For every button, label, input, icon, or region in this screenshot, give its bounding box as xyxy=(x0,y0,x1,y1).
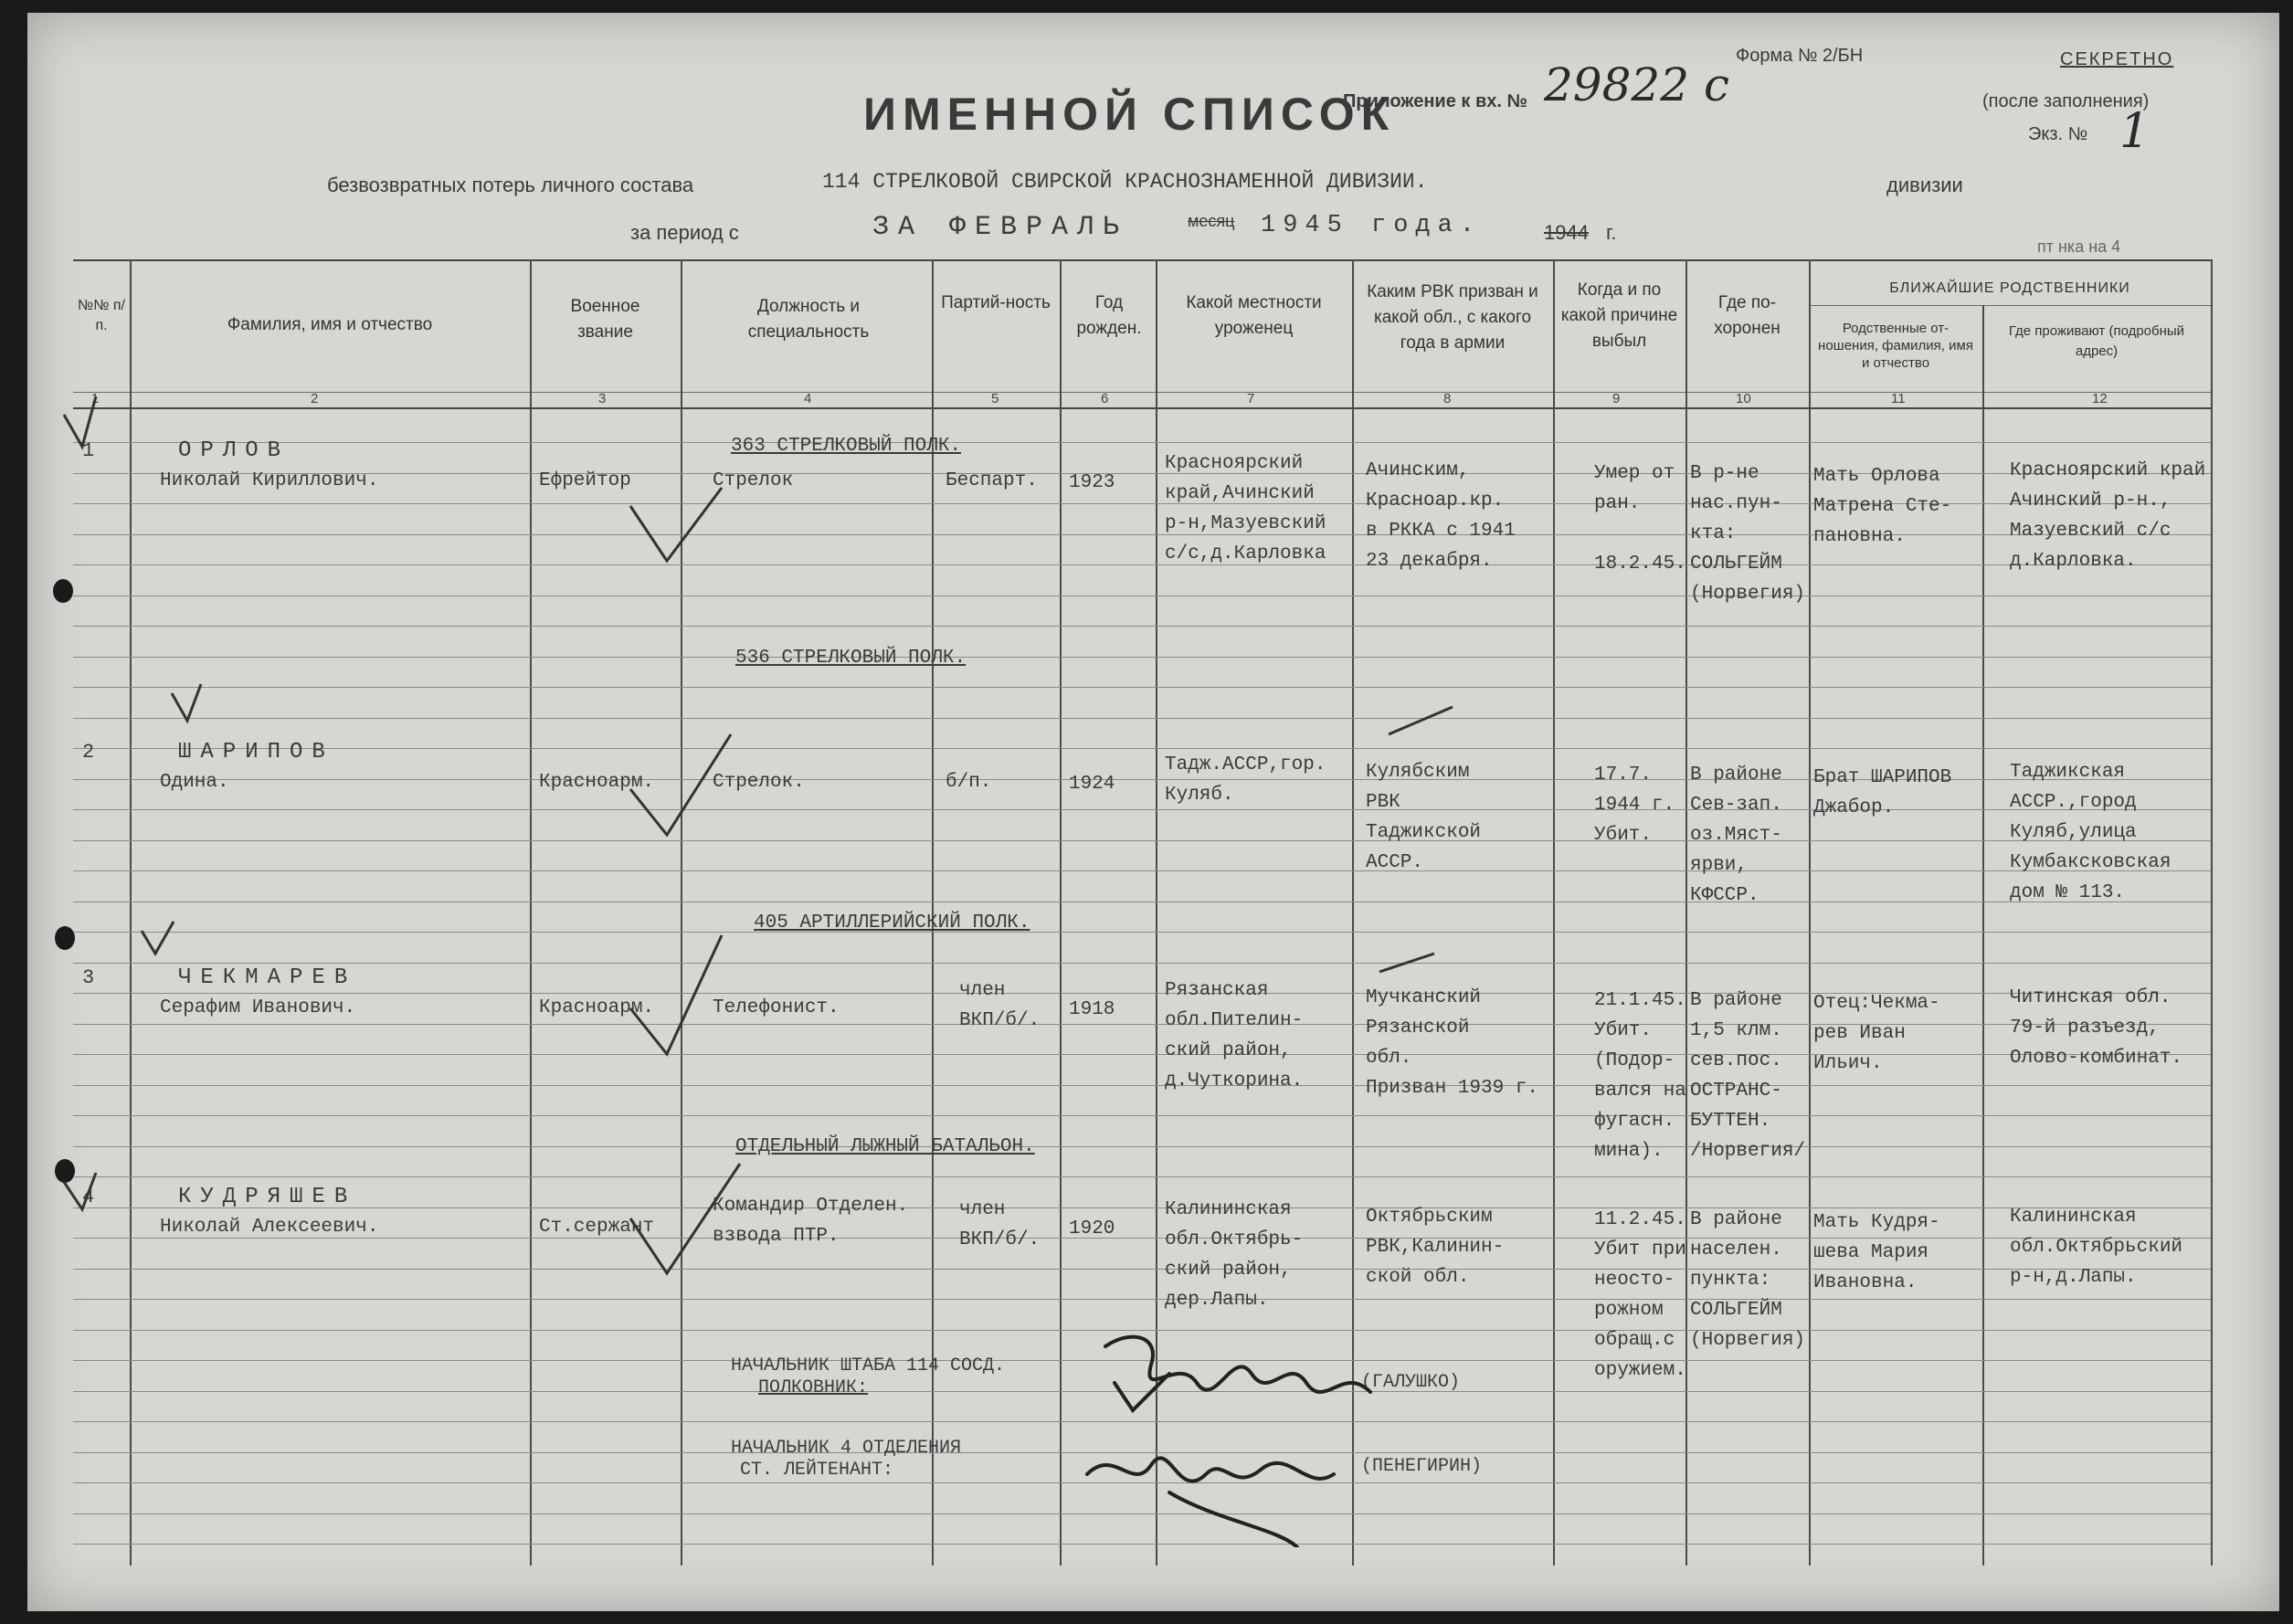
military-rank: Ефрейтор xyxy=(539,470,631,491)
position: Стрелок. xyxy=(713,772,805,793)
column-number: 6 xyxy=(1101,391,1109,406)
document-sheet xyxy=(27,13,2279,1611)
col-header-party: Партий-ность xyxy=(941,293,1051,312)
column-number: 10 xyxy=(1736,391,1751,406)
position: взвода ПТР. xyxy=(713,1226,840,1247)
burial-place: пункта: xyxy=(1690,1270,1771,1291)
burial-place: В районе xyxy=(1690,990,1782,1011)
when-left: мина). xyxy=(1594,1141,1664,1162)
rvk: РВК,Калинин- xyxy=(1366,1237,1505,1258)
rvk: Рязанской xyxy=(1366,1018,1470,1039)
origin: Рязанская xyxy=(1165,980,1269,1001)
attachment-label: Приложение к вх. № xyxy=(1343,91,1527,111)
col-header-name: Фамилия, имя и отчество xyxy=(227,315,433,334)
origin: р-н,Мазуевский xyxy=(1165,513,1326,534)
when-left: обращ.с xyxy=(1594,1330,1675,1351)
col-header-rvk: Каким РВК призван и какой обл., с какого года в армии xyxy=(1367,282,1538,353)
relative-address: д.Карловка. xyxy=(2010,551,2137,572)
position: Стрелок xyxy=(713,470,794,491)
relative-address: Таджикская xyxy=(2010,762,2126,783)
relative-address: Ачинский р-н., xyxy=(2010,490,2171,511)
col-header-address: Где проживают (подробный адрес) xyxy=(2008,323,2185,359)
unit-header: 363 СТРЕЛКОВЫЙ ПОЛК. xyxy=(731,436,962,457)
relative: Ильич. xyxy=(1813,1053,1883,1074)
origin: ский район, xyxy=(1165,1260,1292,1281)
burial-place: населен. xyxy=(1690,1239,1782,1260)
position: Командир Отделен. xyxy=(713,1196,909,1217)
military-rank: Ст.сержант xyxy=(539,1217,655,1238)
party: Беспарт. xyxy=(946,470,1038,491)
rvk: РВК xyxy=(1366,792,1400,813)
column-number: 9 xyxy=(1612,391,1621,406)
origin: Красноярский xyxy=(1165,453,1304,474)
origin: ский район, xyxy=(1165,1040,1292,1061)
dept-title-line1: НАЧАЛЬНИК 4 ОТДЕЛЕНИЯ xyxy=(731,1438,962,1459)
relative: Мать Орлова xyxy=(1813,466,1940,487)
rvk: обл. xyxy=(1366,1048,1412,1069)
surname: КУДРЯШЕВ xyxy=(178,1185,357,1209)
after-fill-note: (после заполнения) xyxy=(1982,91,2150,111)
year-suffix: г. xyxy=(1606,221,1617,244)
origin: Калининская xyxy=(1165,1199,1292,1220)
column-number: 8 xyxy=(1443,391,1452,406)
origin: д.Чуткорина. xyxy=(1165,1070,1304,1091)
given-name: Николай Кириллович. xyxy=(160,470,379,491)
given-name: Одина. xyxy=(160,772,229,793)
party: член xyxy=(959,980,1006,1001)
when-left: 17.7. xyxy=(1594,765,1653,786)
military-rank: Красноарм. xyxy=(539,997,655,1018)
col-header-buried: Где по-хоронен xyxy=(1714,293,1781,338)
surname: ЧЕКМАРЕВ xyxy=(178,965,357,990)
party: ВКП/б/. xyxy=(959,1010,1041,1031)
party: член xyxy=(959,1199,1006,1220)
rvk: ской обл. xyxy=(1366,1267,1470,1288)
relative: Отец:Чекма- xyxy=(1813,993,1940,1014)
when-left: фугасн. xyxy=(1594,1111,1675,1132)
relative: Мать Кудря- xyxy=(1813,1212,1940,1233)
document-title: ИМЕННОЙ СПИСОК xyxy=(863,89,1396,140)
losses-label: безвозвратных потерь личного состава xyxy=(327,174,694,196)
relative-address: Красноярский край xyxy=(2010,460,2206,481)
rvk: Октябрьским xyxy=(1366,1207,1493,1228)
burial-place: нас.пун- xyxy=(1690,493,1782,514)
rvk: Ачинским, xyxy=(1366,460,1470,481)
when-left: 21.1.45. xyxy=(1594,990,1686,1011)
rvk: в РККА с 1941 xyxy=(1366,521,1516,542)
column-number: 12 xyxy=(2092,391,2108,406)
burial-place: 1,5 клм. xyxy=(1690,1020,1782,1041)
when-left: оружием. xyxy=(1594,1360,1686,1381)
surname: ШАРИПОВ xyxy=(178,740,334,765)
when-left: Убит. xyxy=(1594,1020,1653,1041)
given-name: Серафим Иванович. xyxy=(160,997,356,1018)
burial-place: /Норвегия/ xyxy=(1690,1141,1806,1162)
row-number: 4 xyxy=(82,1186,95,1208)
party: б/п. xyxy=(946,772,992,793)
origin: с/с,д.Карловка xyxy=(1165,543,1326,564)
strike-year: 1944 xyxy=(1544,221,1589,244)
relative: шева Мария xyxy=(1813,1242,1929,1263)
given-name: Николай Алексеевич. xyxy=(160,1217,379,1238)
burial-place: сев.пос. xyxy=(1690,1050,1782,1071)
party: ВКП/б/. xyxy=(959,1229,1041,1250)
relative: Матрена Сте- xyxy=(1813,496,1952,517)
column-number: 7 xyxy=(1247,391,1255,406)
when-left: Убит. xyxy=(1594,825,1653,846)
rvk: Призван 1939 г. xyxy=(1366,1078,1539,1099)
column-number: 3 xyxy=(598,391,607,406)
relative-address: 79-й разъезд, xyxy=(2010,1018,2160,1039)
when-left: Убит при xyxy=(1594,1239,1686,1260)
burial-place: В районе xyxy=(1690,1209,1782,1230)
column-number: 5 xyxy=(991,391,999,406)
form-label: Форма № 2/БН xyxy=(1736,46,1864,66)
column-number: 1 xyxy=(91,391,100,406)
relative-address: АССР.,город xyxy=(2010,792,2137,813)
secret-stamp: СЕКРЕТНО xyxy=(2060,49,2174,69)
burial-place: СОЛЬГЕЙМ xyxy=(1690,554,1782,575)
column-number: 11 xyxy=(1891,391,1906,406)
birth-year: 1918 xyxy=(1069,999,1115,1020)
relative: пановна. xyxy=(1813,526,1906,547)
relative-address: Мазуевский с/с xyxy=(2010,521,2171,542)
rvk: 23 декабря. xyxy=(1366,551,1493,572)
rvk: АССР. xyxy=(1366,852,1424,873)
when-left: вался на xyxy=(1594,1081,1686,1102)
relative-address: Куляб,улица xyxy=(2010,822,2137,843)
relative: Брат ШАРИПОВ xyxy=(1813,767,1952,788)
col-header-num: №№ п/п. xyxy=(78,298,125,333)
dept-title-line2: СТ. ЛЕЙТЕНАНТ: xyxy=(740,1460,894,1481)
relatives-header: БЛИЖАЙШИЕ РОДСТВЕННИКИ xyxy=(1889,280,2130,296)
relative-address: обл.Октябрьский xyxy=(2010,1237,2183,1258)
when-left: 18.2.45. xyxy=(1594,554,1686,575)
col-header-origin: Какой местности уроженец xyxy=(1186,293,1322,338)
when-left: Умер от xyxy=(1594,463,1675,484)
burial-place: Сев-зап. xyxy=(1690,795,1782,816)
relative-address: р-н,д.Лапы. xyxy=(2010,1267,2137,1288)
chief-title-line1: НАЧАЛЬНИК ШТАБА 114 СОСД. xyxy=(731,1355,1006,1376)
origin: Тадж.АССР,гор. xyxy=(1165,754,1326,775)
copies-note: пт нка на 4 xyxy=(2037,237,2121,256)
burial-place: ОСТРАНС- xyxy=(1690,1081,1782,1102)
division-word: дивизии xyxy=(1886,174,1963,196)
when-left: рожном xyxy=(1594,1300,1664,1321)
handwritten-signatures xyxy=(1078,1310,1443,1547)
origin: край,Ачинский xyxy=(1165,483,1315,504)
col-header-relative: Родственные от-ношения, фамилия, имя и отчество xyxy=(1818,321,1973,371)
burial-place: (Норвегия) xyxy=(1690,584,1806,605)
col-header-year: Год рожден. xyxy=(1076,293,1142,338)
birth-year: 1923 xyxy=(1069,472,1115,493)
rvk: Мучканский xyxy=(1366,987,1482,1008)
when-left: 11.2.45. xyxy=(1594,1209,1686,1230)
chief-title-line2: ПОЛКОВНИК: xyxy=(758,1377,869,1398)
relative: рев Иван xyxy=(1813,1023,1906,1044)
military-rank: Красноарм. xyxy=(539,772,655,793)
period-year: 1945 года. xyxy=(1261,212,1483,239)
unit-header: 536 СТРЕЛКОВЫЙ ПОЛК. xyxy=(735,648,967,669)
burial-place: КФССР. xyxy=(1690,885,1759,906)
relative-address: Читинская обл. xyxy=(2010,987,2171,1008)
column-number: 2 xyxy=(311,391,319,406)
relative-address: Калининская xyxy=(2010,1207,2137,1228)
burial-place: БУТТЕН. xyxy=(1690,1111,1771,1132)
burial-place: ярви, xyxy=(1690,855,1749,876)
origin: Куляб. xyxy=(1165,785,1234,806)
rvk: Красноар.кр. xyxy=(1366,490,1505,511)
row-number: 2 xyxy=(82,741,95,764)
period-month: месяц xyxy=(1188,212,1235,230)
surname: ОРЛОВ xyxy=(178,438,291,463)
relative: Ивановна. xyxy=(1813,1272,1918,1293)
origin: обл.Пителин- xyxy=(1165,1010,1304,1031)
burial-place: (Норвегия) xyxy=(1690,1330,1806,1351)
dept-name: (ПЕНЕГИРИН) xyxy=(1361,1456,1483,1477)
row-number: 3 xyxy=(82,966,95,989)
birth-year: 1924 xyxy=(1069,774,1115,795)
row-number: 1 xyxy=(82,439,95,462)
burial-place: В районе xyxy=(1690,765,1782,786)
rvk: Таджикской xyxy=(1366,822,1482,843)
chief-name: (ГАЛУШКО) xyxy=(1361,1372,1461,1393)
relative-address: Олово-комбинат. xyxy=(2010,1048,2183,1069)
copy-number: 1 xyxy=(2119,104,2150,159)
period-value: ЗА ФЕВРАЛЬ xyxy=(872,212,1129,243)
period-label: за период с xyxy=(630,221,739,244)
relative-address: дом № 113. xyxy=(2010,882,2126,903)
position: Телефонист. xyxy=(713,997,840,1018)
col-header-rank: Военное звание xyxy=(570,297,640,342)
rvk: Кулябским xyxy=(1366,762,1470,783)
when-left: (Подор- xyxy=(1594,1050,1675,1071)
column-number: 4 xyxy=(804,391,812,406)
birth-year: 1920 xyxy=(1069,1218,1115,1239)
origin: обл.Октябрь- xyxy=(1165,1229,1304,1250)
col-header-when: Когда и по какой причине выбыл xyxy=(1560,280,1678,351)
unit-header: ОТДЕЛЬНЫЙ ЛЫЖНЫЙ БАТАЛЬОН. xyxy=(735,1136,1035,1157)
burial-place: оз.Мяст- xyxy=(1690,825,1782,846)
relative: Джабор. xyxy=(1813,797,1895,818)
when-left: ран. xyxy=(1594,493,1641,514)
incoming-number: 29822 с xyxy=(1544,58,1729,111)
burial-place: кта: xyxy=(1690,523,1737,544)
relative-address: Кумбаксковская xyxy=(2010,852,2171,873)
when-left: неосто- xyxy=(1594,1270,1675,1291)
copy-label: Экз. № xyxy=(2028,124,2088,144)
division-name: 114 СТРЕЛКОВОЙ СВИРСКОЙ КРАСНОЗНАМЕННОЙ ДИВИЗИИ. xyxy=(822,170,1428,194)
col-header-position: Должность и специальность xyxy=(747,297,870,342)
unit-header: 405 АРТИЛЛЕРИЙСКИЙ ПОЛК. xyxy=(754,912,1030,933)
when-left: 1944 г. xyxy=(1594,795,1675,816)
burial-place: СОЛЬГЕЙМ xyxy=(1690,1300,1782,1321)
origin: дер.Лапы. xyxy=(1165,1290,1269,1311)
burial-place: В р-не xyxy=(1690,463,1759,484)
check-mark-icon xyxy=(64,396,1453,1273)
